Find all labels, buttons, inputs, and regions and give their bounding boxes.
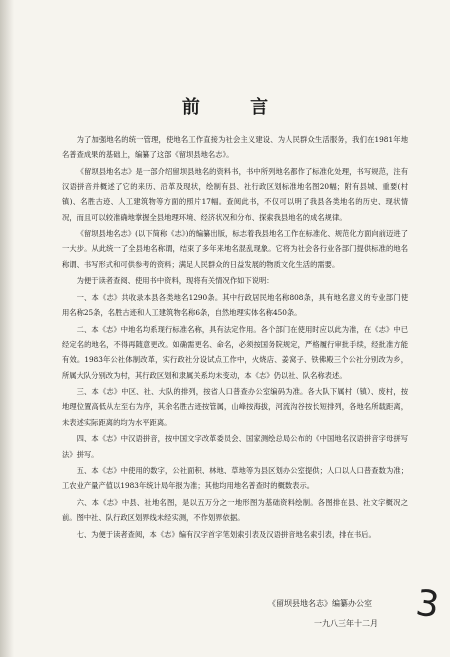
signature-org: 《留坝县地名志》编纂办公室	[268, 599, 372, 608]
paragraph: 六、本《志》中县、社地名图，是以五万分之一地形图为基础资料绘制。各图排在县、社文字概况之前。图中社、队行政区划界线未经实测，不作划界依据。	[62, 498, 408, 523]
paragraph: 《留坝县地名志》是一部介绍留坝县地名的资料书，书中所列地名都作了标准化处理，书写规范，注有汉语拼音并概述了它的来历、沿革及现状，绘制有县、社行政区划标准地名图20幅；附有县城、重要(村镇)、名胜古迹、人工建筑物等方面的照片17幅。查阅此书，不仅可以明了我县各类地名的历史、现状情况，而且可以较准确地掌握全县地理环境、经济状况和分布、探索我县地名的成名规律。	[62, 166, 408, 222]
paragraph: 为便于读者查阅、使用书中资料，现将有关情况作如下说明：	[76, 276, 274, 286]
page-title: 前 言	[181, 97, 291, 118]
paragraph: 五、本《志》中使用的数字，公社面积、林地、草地等为县区划办公室提供；人口以人口普查数为准；工农业产量产值以1983年统计局年报为准；其他均用地名普查时的概数表示。	[62, 466, 408, 491]
paragraph: 《留坝县地名志》(以下简称《志》)的编纂出版，标志着我县地名工作在标准化、规范化方面向前迈进了一大步。从此统一了全县地名称谓，结束了多年来地名混乱现象。它将为社会各行业各部门提供标准的地名称谓、书写形式和可供参考的资料；满足人民群众的日益发展的物质文化生活的需要。	[62, 229, 408, 269]
signature-date: 一九八三年十二月	[314, 619, 378, 628]
paragraph: 二、本《志》中地名均系现行标准名称，具有法定作用。各个部门在使用时应以此为准，在《志》中已经定名的地名，不得再随意更改。如确需更名、命名，必须按国务院规定，严格履行审批手续，经批准方能有效。1983年公社体制改革，实行政社分设试点工作中，火烧店、姜窝子、铁佛殿三个公社分别改为乡，所属大队分别改为村，其行政区划和隶属关系均未变动，本《志》仍以社、队名称表述。	[62, 324, 408, 380]
paragraph: 为了加强地名的统一管理，使地名工作直接为社会主义建设、为人民群众生活服务，我们在1981年地名普查成果的基础上，编纂了这部《留坝县地名志》。	[62, 135, 408, 160]
handwritten-page-number: 3	[413, 582, 442, 627]
paragraph: 一、本《志》共收录本县各类地名1290条。其中行政居民地名称808条，具有地名意义的专业部门使用名称25条，名胜古迹和人工建筑物名称6条，自然地理实体名称450条。	[62, 293, 408, 318]
paragraph: 四、本《志》中汉语拼音，按中国文字改革委员会、国家测绘总局公布的《中国地名汉语拼音字母拼写法》拼写。	[62, 434, 408, 459]
paragraph: 三、本《志》中区、社、大队的排列，按省人口普查办公室编码为准。各大队下属村（镇）、废村，按地理位置高低从左至右为序，其余名胜古迹按管属，山峰按海拔，河流沟谷按长短排列，各地名所载距离，未表述实际距离的均为水平距离。	[62, 387, 408, 427]
paragraph: 七、为便于读者查阅，本《志》编有汉字首字笔划索引表及汉语拼音地名索引表，排在书后。	[76, 530, 376, 540]
preface-body	[62, 132, 408, 544]
